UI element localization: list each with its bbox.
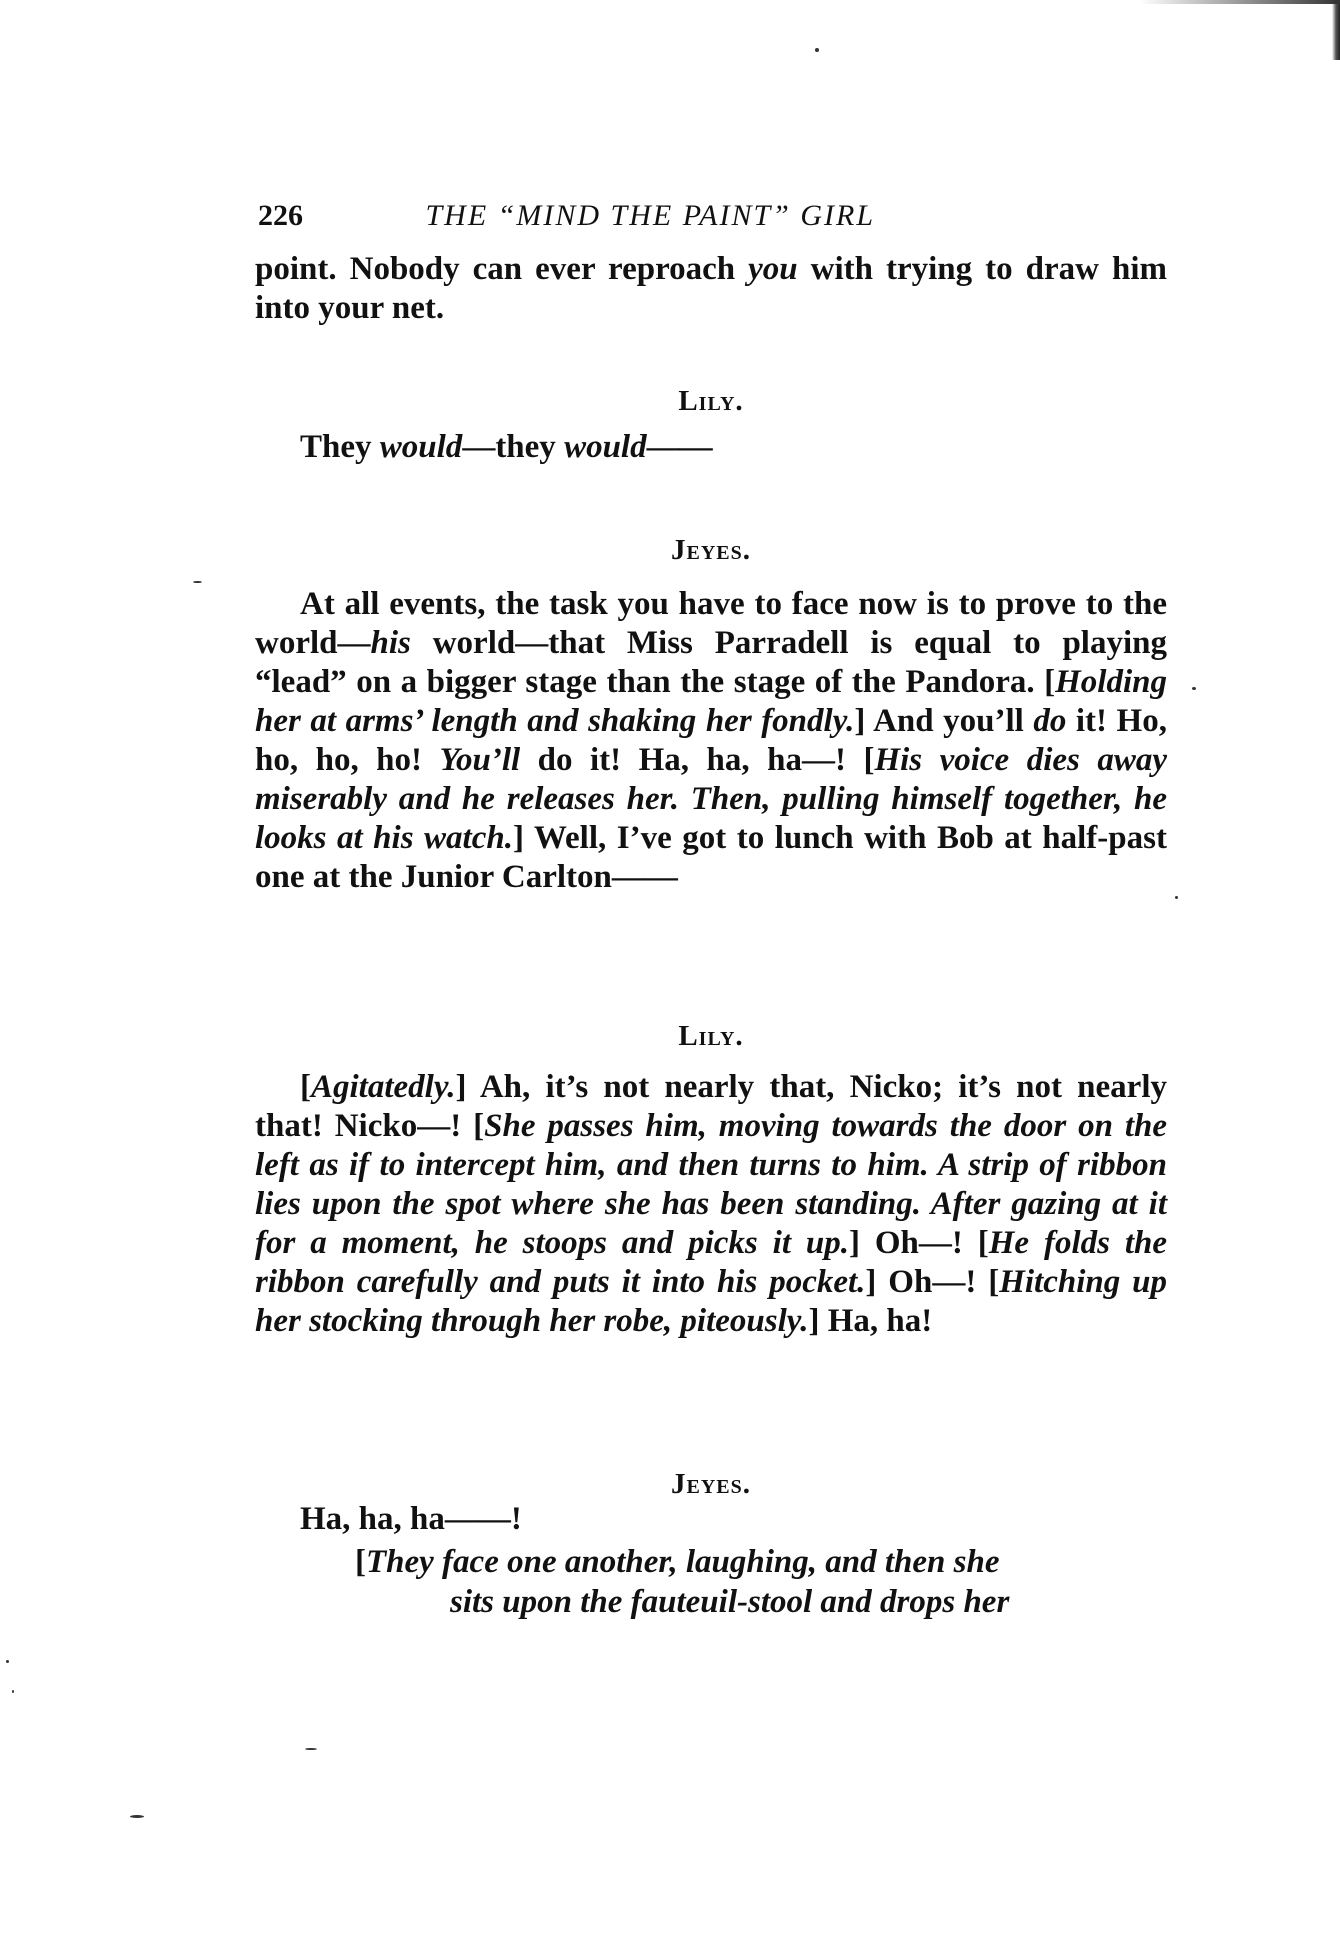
emphasis: would: [379, 429, 463, 465]
running-title: THE “MIND THE PAINT” GIRL: [425, 199, 876, 232]
scan-speck: [1175, 896, 1178, 899]
text-run: ] Ha, ha!: [808, 1303, 933, 1339]
stage-direction: Hitching up her stocking through her robe, piteously.: [255, 1264, 1167, 1339]
text-run: with trying to draw him into your net.: [255, 251, 1167, 326]
scan-speck: [12, 1690, 14, 1693]
stage-direction: He folds the ribbon carefully and puts it into his pocket.: [255, 1225, 1168, 1300]
text-run: point. Nobody can ever reproach: [255, 251, 749, 287]
stage-direction-block: [355, 1542, 1155, 1622]
dialogue-paragraph: [255, 1068, 1167, 1341]
text-run: ] Oh—! [: [865, 1264, 1000, 1300]
stage-direction: His voice dies away miserably and he releases her. Then, pulling himself together, he looks at his watch.: [255, 742, 1167, 856]
scan-edge-shadow: [1332, 0, 1340, 60]
emphasis: You’ll: [439, 742, 521, 778]
speaker-name: Jeyes.: [671, 1468, 751, 1500]
text-run: world—that Miss Parradell is equal to playing “lead” on a bigger stage than the stage of the Pandora. [: [255, 625, 1167, 700]
speaker-name: Jeyes.: [671, 534, 751, 566]
stage-direction: She passes him, moving towards the door on the left as if to intercept him, and then turns to him. A strip of ribbon lies upon the spot where she has been standing. After gazing at it for a moment, he stoops and picks it up.: [255, 1108, 1167, 1261]
text-run: ] Oh—! [: [848, 1225, 989, 1261]
text-run: ] And you’ll: [854, 703, 1034, 739]
speaker-name: Lily.: [678, 385, 744, 417]
emphasis: do: [1033, 703, 1067, 739]
emphasis: you: [748, 251, 798, 287]
stage-direction-line: They face one another, laughing, and then she: [366, 1544, 1000, 1580]
scan-speck: [1192, 687, 1196, 690]
text-run: At all events, the task you have to face now is to prove to the world—: [255, 586, 1167, 661]
stage-direction-line: sits upon the fauteuil-stool and drops her: [450, 1584, 1010, 1620]
stage-direction: Holding her at arms’ length and shaking her fondly.: [255, 664, 1167, 739]
text-run: They: [300, 429, 380, 465]
stage-direction: Agitatedly.: [311, 1069, 456, 1105]
text-run: do it! Ha, ha, ha—! [: [520, 742, 875, 778]
text-run: ——: [646, 429, 713, 465]
scan-edge-top-shadow: [1140, 0, 1340, 4]
scan-speck: [193, 581, 202, 583]
text-run: it! Ho, ho, ho, ho!: [255, 703, 1167, 778]
scan-speck: [130, 1815, 144, 1818]
text-run: [: [300, 1069, 311, 1105]
dialogue-paragraph: [255, 428, 1167, 467]
scan-speck: [815, 48, 819, 52]
bracket: [: [355, 1544, 366, 1580]
text-run: ] Well, I’ve got to lunch with Bob at half-past one at the Junior Carlton——: [255, 820, 1167, 895]
text-run: Ha, ha, ha——!: [300, 1501, 522, 1537]
emphasis: his: [370, 625, 411, 661]
speaker-name: Lily.: [678, 1020, 744, 1052]
scan-speck: [305, 1748, 317, 1750]
dialogue-paragraph: [255, 1500, 1167, 1539]
paragraph-continuation: [255, 250, 1167, 328]
page-header: [258, 198, 1158, 234]
dialogue-paragraph: [255, 585, 1167, 897]
text-run: —they: [462, 429, 565, 465]
scan-speck: [6, 1660, 9, 1663]
emphasis: would: [564, 429, 647, 465]
page-number: 226: [258, 199, 303, 232]
text-run: ] Ah, it’s not nearly that, Nicko; it’s not nearly that! Nicko—! [: [255, 1069, 1167, 1144]
